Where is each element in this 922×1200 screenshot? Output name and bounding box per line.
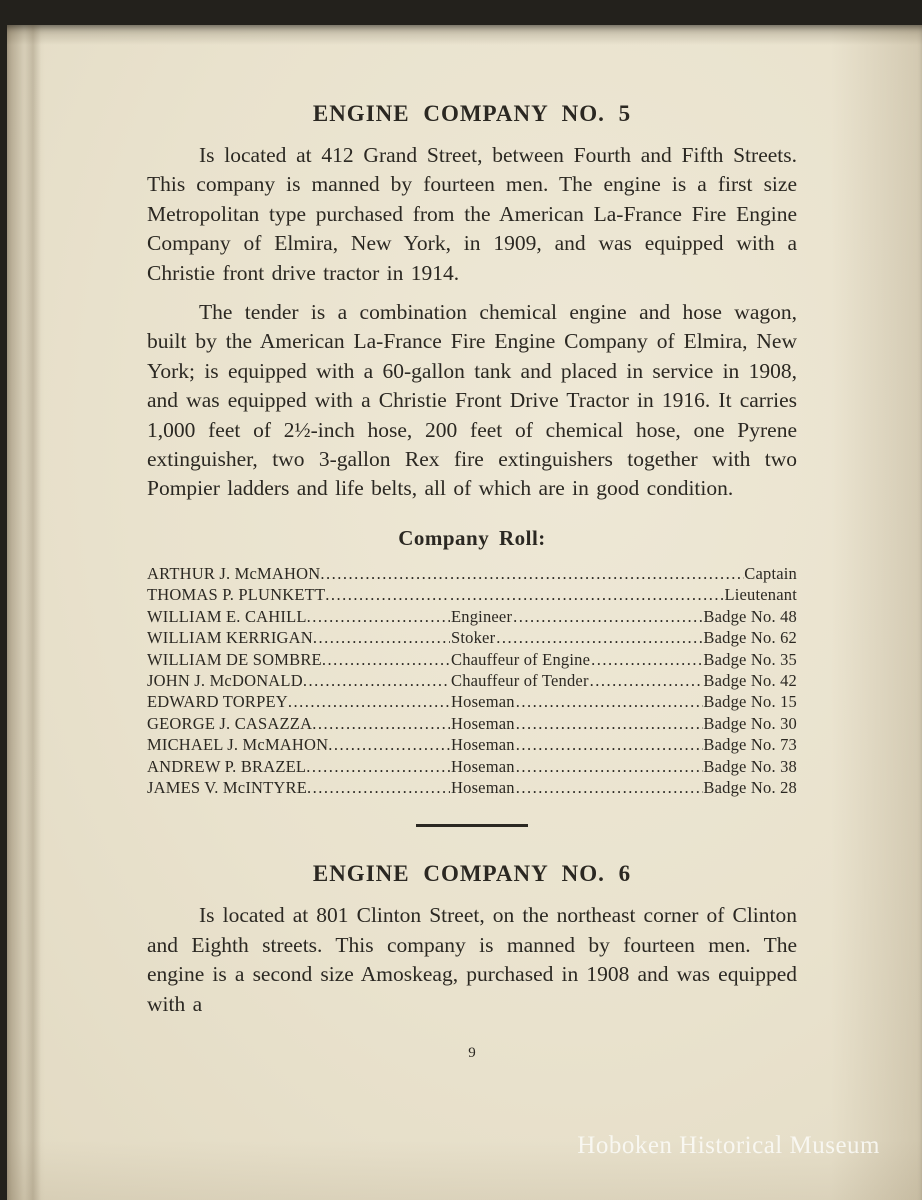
- dot-leader: [307, 606, 450, 627]
- roll-name-cell: [147, 584, 450, 605]
- roll-name-cell: [147, 713, 450, 734]
- roll-row: [147, 691, 797, 712]
- roll-rank-or-badge: Badge No. 73: [703, 735, 797, 755]
- roll-member-name: JOHN J. McDONALD: [147, 670, 303, 690]
- company-roll-title: Company Roll:: [398, 525, 546, 550]
- dot-leader: [516, 713, 704, 734]
- company-roll: [147, 563, 797, 798]
- roll-name-cell: [147, 606, 450, 627]
- roll-row: [147, 606, 797, 627]
- roll-member-name: WILLIAM E. CAHILL: [147, 606, 307, 626]
- roll-rank-or-badge: Badge No. 62: [703, 628, 797, 648]
- section1-paragraph-2: The tender is a combination chemical engine and hose wagon, built by the American La-France Fire Engine Company of Elmira, New York; is equipped with a 60-gallon tank and placed in service in 1908, and was equipped with a Christie Front Drive Tractor in 1916. It carries 1,000 feet of 2½-inch hose, 200 feet of chemical hose, one Pyrene extinguisher, two 3-gallon Rex fire extinguishers together with two Pompier ladders and life belts, all of which are in good condition.: [147, 300, 797, 501]
- section-divider: [416, 824, 528, 827]
- roll-name-cell: [147, 756, 450, 777]
- paper-sheet: [7, 25, 922, 1200]
- roll-member-name: MICHAEL J. McMAHON: [147, 735, 329, 755]
- dot-leader: [288, 691, 450, 712]
- roll-row: [147, 584, 797, 605]
- dot-leader: [516, 691, 704, 712]
- roll-member-name: WILLIAM KERRIGAN: [147, 628, 313, 648]
- roll-row: [147, 627, 797, 648]
- roll-name-cell: [147, 670, 450, 691]
- roll-rank-or-badge: Badge No. 15: [703, 692, 797, 712]
- binding-crease: [25, 25, 41, 1200]
- roll-position: Hoseman: [451, 713, 515, 733]
- roll-rank-or-badge: Badge No. 30: [703, 713, 797, 733]
- dot-leader: [307, 777, 450, 798]
- roll-rank-or-badge: Badge No. 42: [703, 670, 797, 690]
- dot-leader: [312, 713, 450, 734]
- dot-leader: [591, 649, 703, 670]
- roll-row: [147, 563, 797, 584]
- roll-name-cell: [147, 734, 450, 755]
- page-number: 9: [468, 1044, 476, 1061]
- roll-member-name: ANDREW P. BRAZEL: [147, 756, 307, 776]
- roll-position: Chauffeur of Engine: [451, 649, 591, 669]
- roll-rank-or-badge: Lieutenant: [724, 585, 797, 605]
- roll-position: Stoker: [451, 628, 496, 648]
- roll-name-cell: [147, 649, 450, 670]
- roll-member-name: JAMES V. McINTYRE: [147, 777, 308, 797]
- dot-leader: [516, 756, 704, 777]
- section2-paragraph-1: Is located at 801 Clinton Street, on the northeast corner of Clinton and Eighth streets. This company is manned by fourteen men. The engine is a second size Amoskeag, purchased in 1908 and was equipped with a: [147, 903, 797, 1016]
- dot-leader: [516, 734, 704, 755]
- dot-leader: [306, 756, 450, 777]
- roll-row: [147, 670, 797, 691]
- roll-rank-or-badge: Badge No. 48: [703, 606, 797, 626]
- roll-rank-or-badge: Captain: [744, 563, 797, 583]
- roll-position: Engineer: [451, 606, 513, 626]
- watermark: Hoboken Historical Museum: [577, 1132, 880, 1159]
- dot-leader: [450, 563, 744, 584]
- roll-name-cell: [147, 627, 450, 648]
- section2-title: ENGINE COMPANY NO. 6: [312, 861, 632, 887]
- section1-title: ENGINE COMPANY NO. 5: [312, 101, 632, 126]
- roll-row: [147, 734, 797, 755]
- roll-position: Chauffeur of Tender: [451, 670, 589, 690]
- roll-rank-or-badge: Badge No. 38: [703, 756, 797, 776]
- roll-row: [147, 649, 797, 670]
- dot-leader: [450, 584, 724, 605]
- roll-rank-or-badge: Badge No. 28: [703, 777, 797, 797]
- roll-row: [147, 756, 797, 777]
- section1-paragraph-1: Is located at 412 Grand Street, between Fourth and Fifth Streets. This company is manned by fourteen men. The engine is a first size Metropolitan type purchased from the American La-France Fire Engine Company of Elmira, New York, in 1909, and was equipped with a Christie front drive tractor in 1914.: [147, 143, 797, 285]
- dot-leader: [590, 670, 704, 691]
- roll-position: Hoseman: [451, 692, 515, 712]
- dot-leader: [320, 563, 450, 584]
- roll-member-name: ARTHUR J. McMAHON: [147, 563, 321, 583]
- roll-member-name: THOMAS P. PLUNKETT: [147, 585, 326, 605]
- dot-leader: [322, 649, 450, 670]
- roll-position: Hoseman: [451, 735, 515, 755]
- roll-row: [147, 713, 797, 734]
- roll-position: Hoseman: [451, 777, 515, 797]
- dot-leader: [328, 734, 450, 755]
- roll-member-name: EDWARD TORPEY: [147, 692, 288, 712]
- page-content: [147, 25, 797, 1062]
- dot-leader: [496, 627, 703, 648]
- dot-leader: [325, 584, 450, 605]
- dot-leader: [303, 670, 450, 691]
- roll-member-name: WILLIAM DE SOMBRE: [147, 649, 322, 669]
- dot-leader: [516, 777, 704, 798]
- roll-rank-or-badge: Badge No. 35: [703, 649, 797, 669]
- roll-name-cell: [147, 563, 450, 584]
- roll-row: [147, 777, 797, 798]
- roll-position: Hoseman: [451, 756, 515, 776]
- roll-name-cell: [147, 691, 450, 712]
- dot-leader: [313, 627, 450, 648]
- dot-leader: [513, 606, 703, 627]
- roll-member-name: GEORGE J. CASAZZA: [147, 713, 313, 733]
- roll-name-cell: [147, 777, 450, 798]
